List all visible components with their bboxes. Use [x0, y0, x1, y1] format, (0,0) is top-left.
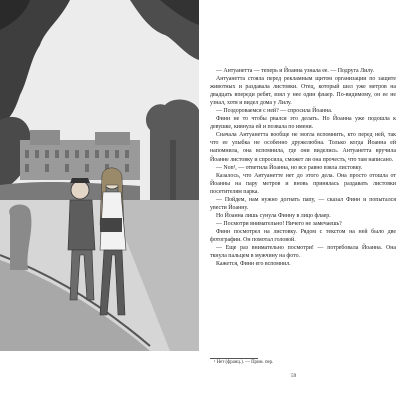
book-illustration	[0, 0, 199, 351]
paragraph: Казалось, что Антуанетте нет до этого дела. Она просто отошла от Йоанны на пару метров и вновь принялась раздавать листовки посетителям парка.	[210, 172, 396, 195]
page-number: 59	[291, 373, 297, 379]
paragraph: Финн посмотрел на листовку. Рядом с текстом на ней было две фотографии. Он помотал головой.	[210, 228, 396, 243]
paragraph: Финн не то чтобы рвался это делать. Но Йоанна уже подошла к девушке, кивнула ей и позвала по имени.	[210, 116, 396, 131]
paragraph: Антуанетта стояла перед рекламным щитом организации по защите животных и раздавала листовки. Отец, который шел уже метров на двадцать впереди ребят, взял у нее один флаер. По-видимому, он ее не узнал, хотя и видел дома у Лилу.	[210, 76, 396, 107]
park-scene-drawing	[0, 0, 199, 351]
paragraph: Сначала Антуанетта вообще не могла вспомнить, кто перед ней, так что ее улыбка не особенно дружелюбна. Только когда Йоанна ей напомнила, она вспомнила, где они виделись. Антуанетта вручила Йоанне листовку и спросила, сможет ли она прочесть, что там написано.	[210, 132, 396, 163]
story-text	[210, 67, 396, 268]
paragraph: — Еще раз внимательно посмотри! — потребовала Йоанна. Она ткнула пальцем в мужчину на фото.	[210, 245, 396, 260]
paragraph: — Поздороваемся с ней? — спросила Йоанна.	[216, 108, 333, 115]
footnote: ¹ Нет (франц.). — Прим. пер.	[214, 360, 274, 365]
footnote-divider	[210, 358, 258, 359]
paragraph: Кажется, Финн его вспомнил.	[216, 261, 291, 268]
paragraph: — Пойдем, нам нужно догнать папу, — сказал Финн и попытался увести Йоанну.	[210, 196, 396, 211]
paragraph: Но Йоанна лишь сунула Финну в лицо флаер.	[216, 212, 331, 219]
paragraph: — Антуанетта — теперь и Йоанна узнала ее. — Подруга Лилу.	[216, 68, 374, 74]
paragraph: — Посмотри внимательно! Ничего не замечаешь?	[216, 220, 342, 227]
paragraph: — Non¹, — ответила Йоанна, но все равно взяла листовку.	[216, 164, 363, 171]
